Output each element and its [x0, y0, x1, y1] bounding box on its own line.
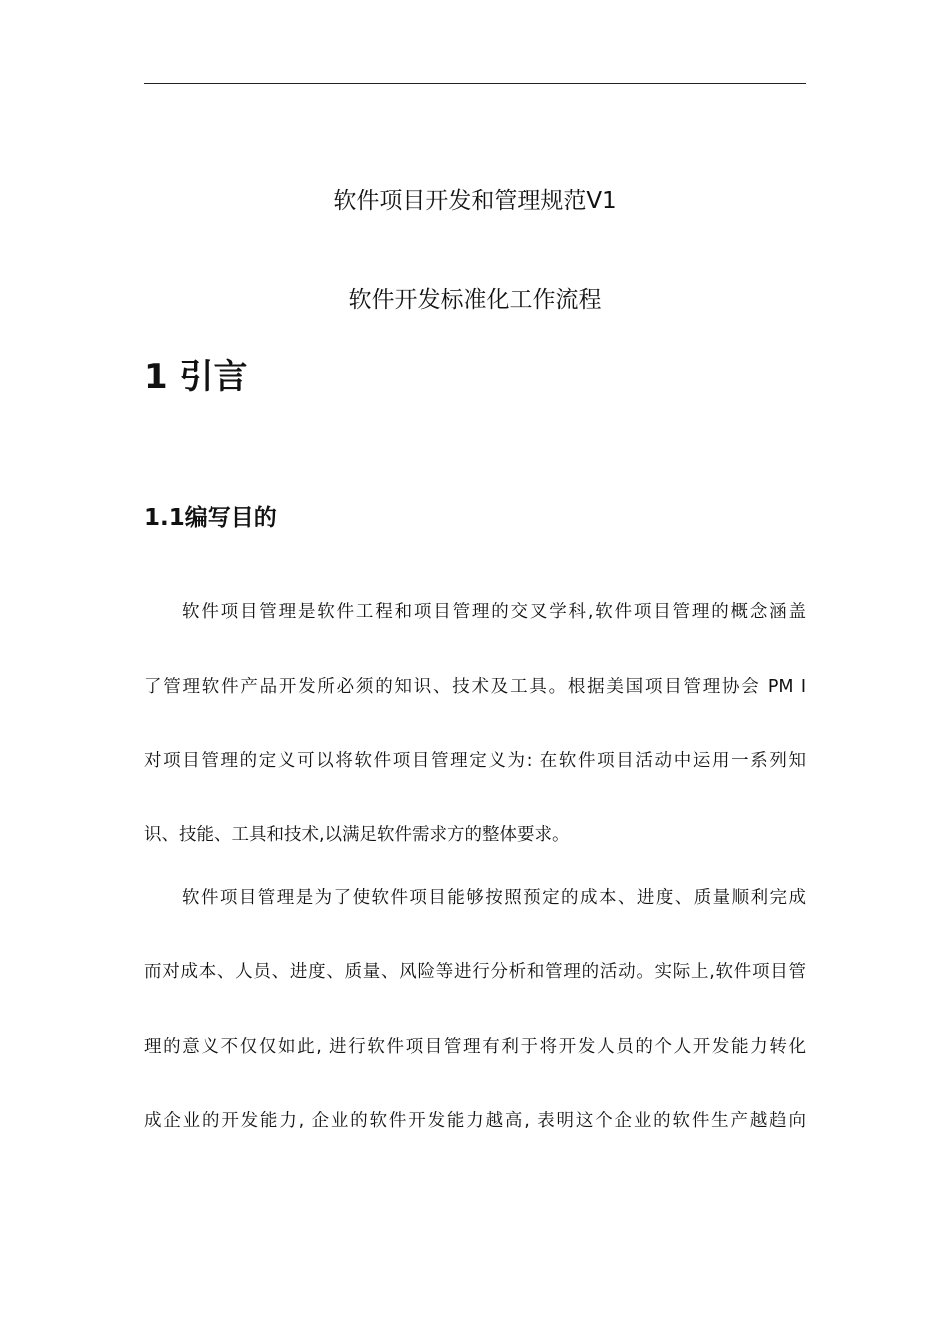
paragraph-1-line-1: 软件项目管理是软件工程和项目管理的交叉学科,软件项目管理的概念涵盖 — [182, 602, 806, 622]
paragraph-2-line-4: 成企业的开发能力, 企业的软件开发能力越高, 表明这个企业的软件生产越趋向 — [144, 1111, 806, 1131]
paragraph-1-line-4: 识、技能、工具和技术,以满足软件需求方的整体要求。 — [144, 825, 570, 845]
header-rule — [144, 83, 806, 84]
paragraph-2-line-3: 理的意义不仅仅如此, 进行软件项目管理有利于将开发人员的个人开发能力转化 — [144, 1037, 806, 1057]
heading-introduction: 1 引言 — [144, 357, 248, 397]
document-title: 软件项目开发和管理规范V1 — [333, 188, 617, 214]
heading-purpose: 1.1编写目的 — [144, 505, 277, 531]
paragraph-2-line-1: 软件项目管理是为了使软件项目能够按照预定的成本、进度、质量顺利完成 — [182, 888, 806, 908]
paragraph-2-line-2: 而对成本、人员、进度、质量、风险等进行分析和管理的活动。实际上,软件项目管 — [144, 962, 806, 982]
paragraph-1-line-2: 了管理软件产品开发所必须的知识、技术及工具。根据美国项目管理协会 PM Ⅰ — [144, 677, 806, 697]
paragraph-1-line-3: 对项目管理的定义可以将软件项目管理定义为: 在软件项目活动中运用一系列知 — [144, 751, 806, 771]
document-subtitle: 软件开发标准化工作流程 — [348, 287, 602, 313]
